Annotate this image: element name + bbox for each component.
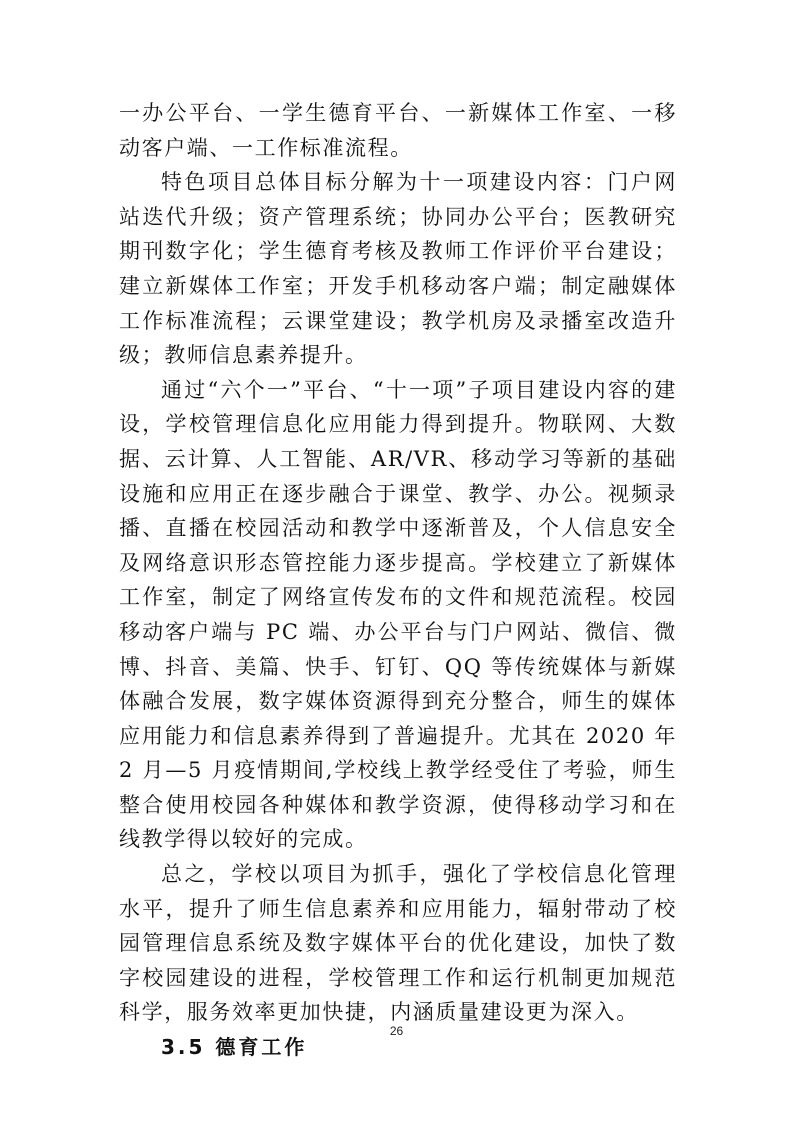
paragraph-continuation: 一办公平台、一学生德育平台、一新媒体工作室、一移动客户端、一工作标准流程。 [119, 101, 677, 160]
document-body [119, 96, 677, 1065]
paragraph-summary: 总之，学校以项目为抓手，强化了学校信息化管理水平，提升了师生信息素养和应用能力，辐射带动了校园管理信息系统及数字媒体平台的优化建设，加快了数字校园建设的进程，学校管理工作和运行机制更加规范科学，服务效率更加快捷，内涵质量建设更为深入。 [119, 862, 677, 1025]
paragraph-project-goals: 特色项目总体目标分解为十一项建设内容：门户网站迭代升级；资产管理系统；协同办公平台；医教研究期刊数字化；学生德育考核及教师工作评价平台建设；建立新媒体工作室；开发手机移动客户端；制定融媒体工作标准流程；云课堂建设；教学机房及录播室改造升级；教师信息素养提升。 [119, 170, 677, 368]
section-heading: 3.5 德育工作 [161, 1035, 308, 1060]
paragraph-informatization-results: 通过“六个一”平台、“十一项”子项目建设内容的建设，学校管理信息化应用能力得到提升。物联网、大数据、云计算、人工智能、AR/VR、移动学习等新的基础设施和应用正在逐步融合于课堂、教学、办公。视频录播、直播在校园活动和教学中逐渐普及，个人信息安全及网络意识形态管控能力逐步提高。学校建立了新媒体工作室，制定了网络宣传发布的文件和规范流程。校园移动客户端与 PC 端、办公平台与门户网站、微信、微博、抖音、美篇、快手、钉钉、QQ 等传统媒体与新媒体融合发展，数字媒体资源得到充分整合，师生的媒体应用能力和信息素养得到了普遍提升。尤其在 2020 年 2 月—5 月疫情期间,学校线上教学经受住了考验，师生整合使用校园各种媒体和教学资源，使得移动学习和在线教学得以较好的完成。 [119, 377, 677, 852]
page-number: 26 [389, 1024, 404, 1038]
